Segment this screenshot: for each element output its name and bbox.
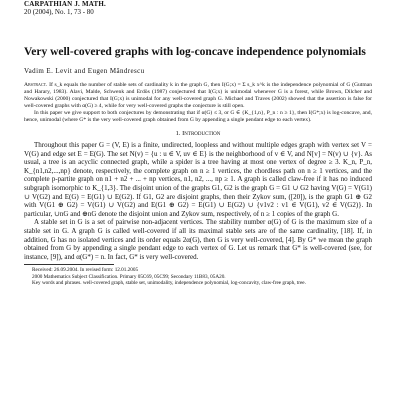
- footnote-divider: [24, 264, 114, 265]
- body-text: [24, 141, 372, 261]
- body-paragraph: A stable set in G is a set of pairwise non-adjacent vertices. The stability number α(G) of G is the maximum size of a stable set in G. A graph G is called well-covered if all its maximal stable sets are of the same cardinality, [18]. If, in addition, G has no isolated vertices and its order equals 2α(G), then G is very well-covered, [4]. By G* we mean the graph obtained from G by appending a single pendant edge to each vertex of G. Let us remark that G* is well-covered (see, for instance, [9]), and α(G*) = n. In fact, G* is very well-covered.: [24, 218, 372, 261]
- journal-volume: 20 (2004), No. 1, 73 - 80: [24, 8, 94, 16]
- abstract-text-2: In this paper we give support to both conjectures by demonstrating that if α(G) ≤ 3, or G ∈ {K_{1,n}, P_n : n ≥ 1}, then I(G*;x) is log-concave, and, hence, unimodal (where G* is the very well-covered graph obtained from G by appending a single pendant edge to each vertex).: [24, 110, 372, 123]
- section-heading: 1. Introduction: [175, 130, 221, 137]
- paper-title: Very well-covered graphs with log-concave independence polynomials: [24, 46, 366, 58]
- footnote-received: Received: 26.09.2004. In revised form: 12.01.2005: [32, 267, 139, 274]
- footnote-keywords: Key words and phrases. well-covered graph, stable set, unimodality, independence polynomial, log-concavity, claw-free graph, tree.: [32, 279, 306, 286]
- journal-name: CARPATHIAN J. MATH.: [24, 0, 106, 8]
- abstract: [24, 82, 372, 124]
- abstract-text: If s_k equals the number of stable sets of cardinality k in the graph G, then I(G;x) = Σ s_k x^k is the independence polynomial of G (Gutman and Harary, 1983). Alavi, Malde, Schwenk and Erdös (1987) conjectured that I(G;x) is unimodal whenever G is a forest, while Brown, Dilcher and Nowakowski (2000) conjectured that I(G;x) is unimodal for any well-covered graph G. Michael and Traves (2002) showed that the assertion is false for well-covered graphs with α(G) ≥ 4, while for very well-covered graphs the conjecture is still open.: [24, 82, 372, 109]
- journal-header: [24, 0, 372, 16]
- abstract-label: Abstract.: [24, 82, 48, 88]
- footnotes: [24, 267, 372, 286]
- body-paragraph: Throughout this paper G = (V, E) is a finite, undirected, loopless and without multiple edges graph with vertex set V = V(G) and edge set E = E(G). The set N(v) = {u : u ∈ V, uv ∈ E} is the neighborhood of v ∈ V, and N[v] = N(v) ∪ {v}. As usual, a tree is an acyclic connected graph, while a spider is a tree having at most one vertex of degree ≥ 3. K_n, P_n, K_{n1,n2,...,np} denote, respectively, the complete graph on n ≥ 1 vertices, the chordless path on n ≥ 1 vertices, and the complete p-partite graph on n1 + n2 + ... + np vertices, n1, n2, ..., np ≥ 1. A graph is called claw-free if it has no induced subgraph isomorphic to K_{1,3}. The disjoint union of the graphs G1, G2 is the graph G = G1 ∪ G2 having V(G) = V(G1) ∪ V(G2) and E(G) = E(G1) ∪ E(G2). If G1, G2 are disjoint graphs, then their Zykov sum, ([20]), is the graph G1 ⊕ G2 with V(G1 ⊕ G2) = V(G1) ∪ V(G2) and E(G1 ⊕ G2) = E(G1) ∪ E(G2) ∪ {v1v2 : v1 ∈ V(G1), v2 ∈ V(G2)}. In particular, ∪nG and ⊕nG denote the disjoint union and Zykov sum, respectively, of n ≥ 1 copies of the graph G.: [24, 141, 372, 218]
- footnote-msc: 2000 Mathematics Subject Classification. Primary 05C69, 05C99; Secondary 11B83, 05A20.: [32, 273, 226, 280]
- paper-authors: Vadim E. Levit and Eugen Mândrescu: [24, 67, 145, 75]
